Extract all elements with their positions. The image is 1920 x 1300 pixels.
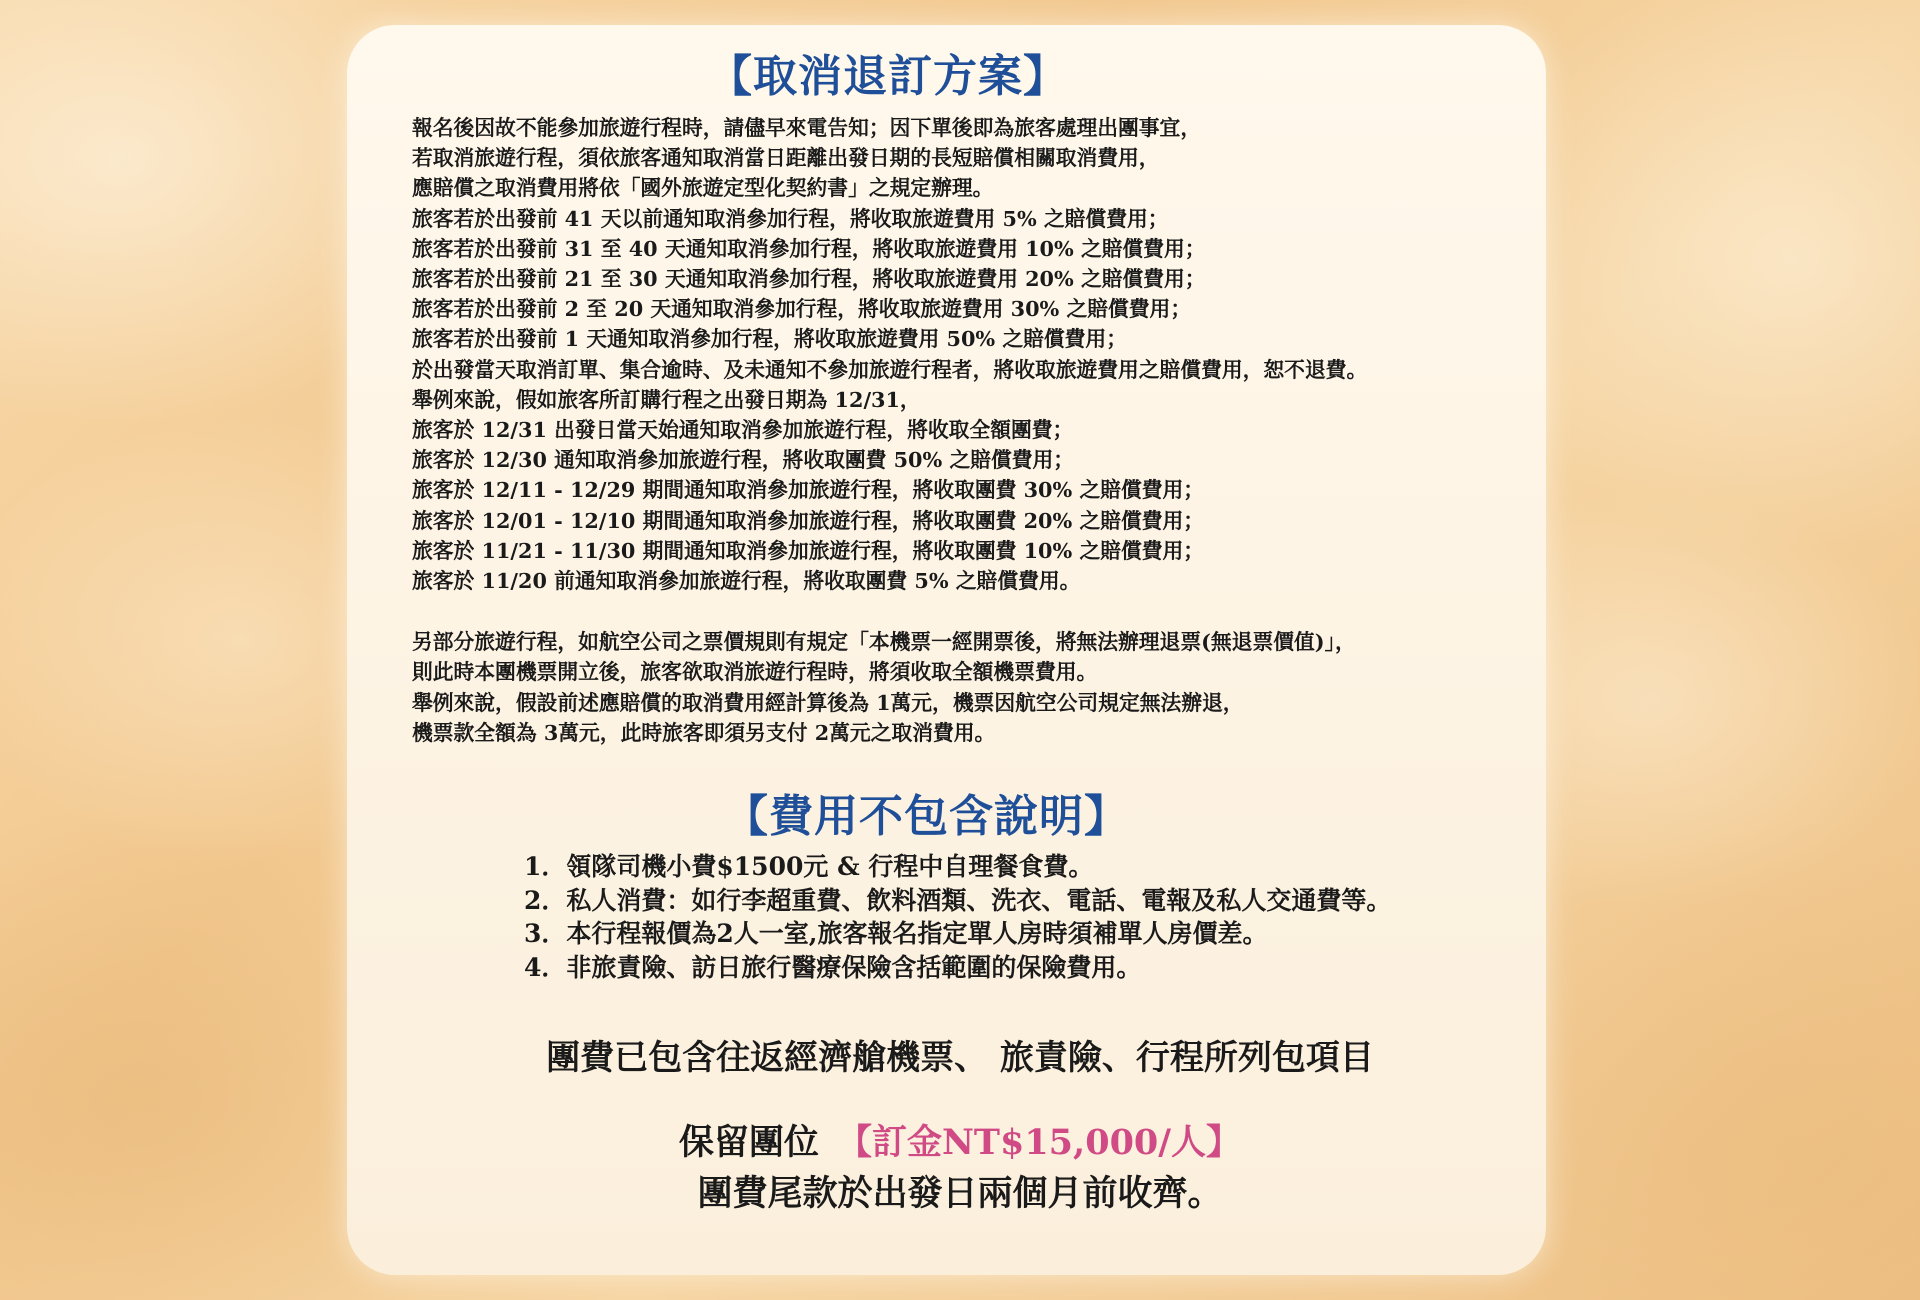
policy-line: 旅客若於出發前 41 天以前通知取消參加行程，將收取旅遊費用 5% 之賠償費用； xyxy=(412,205,1169,231)
policy-line: 舉例來說，假如旅客所訂購行程之出發日期為 12/31， xyxy=(412,386,921,412)
policy-line: 旅客於 12/01 - 12/10 期間通知取消參加旅遊行程，將收取團費 20% 之賠償費用； xyxy=(412,507,1205,533)
policy-line: 旅客若於出發前 2 至 20 天通知取消參加行程，將收取旅遊費用 30% 之賠償費用； xyxy=(412,296,1192,322)
policy-line: 旅客於 11/21 - 11/30 期間通知取消參加旅遊行程，將收取團費 10% 之賠償費用； xyxy=(412,537,1205,563)
policy-line: 旅客於 12/11 - 12/29 期間通知取消參加旅遊行程，將收取團費 30% 之賠償費用； xyxy=(412,477,1205,503)
policy-line: 旅客於 11/20 前通知取消參加旅遊行程，將收取團費 5% 之賠償費用。 xyxy=(412,568,1081,594)
exclusion-item: 4．非旅責險、訪日旅行醫療保險含括範圍的保險費用。 xyxy=(524,952,1142,982)
policy-line: 旅客於 12/30 通知取消參加旅遊行程，將收取團費 50% 之賠償費用； xyxy=(412,447,1075,473)
policy-line: 報名後因故不能參加旅遊行程時，請儘早來電告知；因下單後即為旅客處理出團事宜， xyxy=(412,115,1202,140)
reservation-label: 保留團位 xyxy=(678,1122,819,1163)
exclusions-title: 【費用不包含說明】 xyxy=(724,791,1129,842)
policy-line: 於出發當天取消訂單、集合逾時、及未通知不參加旅遊行程者，將收取旅遊費用之賠償費用，恕不退費。 xyxy=(412,356,1368,382)
paragraph-gap xyxy=(412,596,1532,627)
exclusions-list xyxy=(524,850,1391,984)
policy-line: 旅客若於出發前 21 至 30 天通知取消參加行程，將收取旅遊費用 20% 之賠償費用； xyxy=(412,266,1206,292)
policy-line: 旅客於 12/31 出發日當天始通知取消參加旅遊行程，將收取全額團費； xyxy=(412,417,1074,443)
reservation-line xyxy=(0,1115,1920,1165)
exclusion-item: 1．領隊司機小費$1500元 & 行程中自理餐食費。 xyxy=(524,852,1094,881)
policy-line: 若取消旅遊行程，須依旅客通知取消當日距離出發日期的長短賠償相關取消費用， xyxy=(412,145,1160,171)
policy-line: 旅客若於出發前 31 至 40 天通知取消參加行程，將收取旅遊費用 10% 之賠償費用； xyxy=(412,235,1206,261)
deposit-amount: 【訂金NT$15,000/人】 xyxy=(836,1122,1242,1163)
policy-line: 旅客若於出發前 1 天通知取消參加行程，將收取旅遊費用 50% 之賠償費用； xyxy=(412,326,1127,352)
included-statement: 團費已包含往返經濟艙機票、 旅責險、行程所列包項目 xyxy=(546,1038,1374,1078)
airline-policy-line: 另部分旅遊行程，如航空公司之票價規則有規定「本機票一經開票後，將無法辦理退票(無退票價值)」， xyxy=(412,629,1356,655)
airline-policy-line: 機票款全額為 3萬元，此時旅客即須另支付 2萬元之取消費用。 xyxy=(412,719,996,745)
cancellation-policy xyxy=(412,113,1532,748)
policy-line: 應賠償之取消費用將依「國外旅遊定型化契約書」之規定辦理。 xyxy=(412,175,994,201)
balance-note: 團費尾款於出發日兩個月前收齊。 xyxy=(697,1173,1223,1214)
airline-policy-line: 則此時本團機票開立後，旅客欲取消旅遊行程時，將須收取全額機票費用。 xyxy=(412,659,1098,685)
airline-policy-line: 舉例來說，假設前述應賠償的取消費用經計算後為 1萬元，機票因航空公司規定無法辦退， xyxy=(412,689,1244,715)
exclusion-item: 2．私人消費：如行李超重費、飲料酒類、洗衣、電話、電報及私人交通費等。 xyxy=(524,885,1392,915)
exclusion-item: 3．本行程報價為2人一室,旅客報名指定單人房時須補單人房價差。 xyxy=(524,919,1268,948)
cancellation-title: 【取消退訂方案】 xyxy=(708,51,1068,102)
